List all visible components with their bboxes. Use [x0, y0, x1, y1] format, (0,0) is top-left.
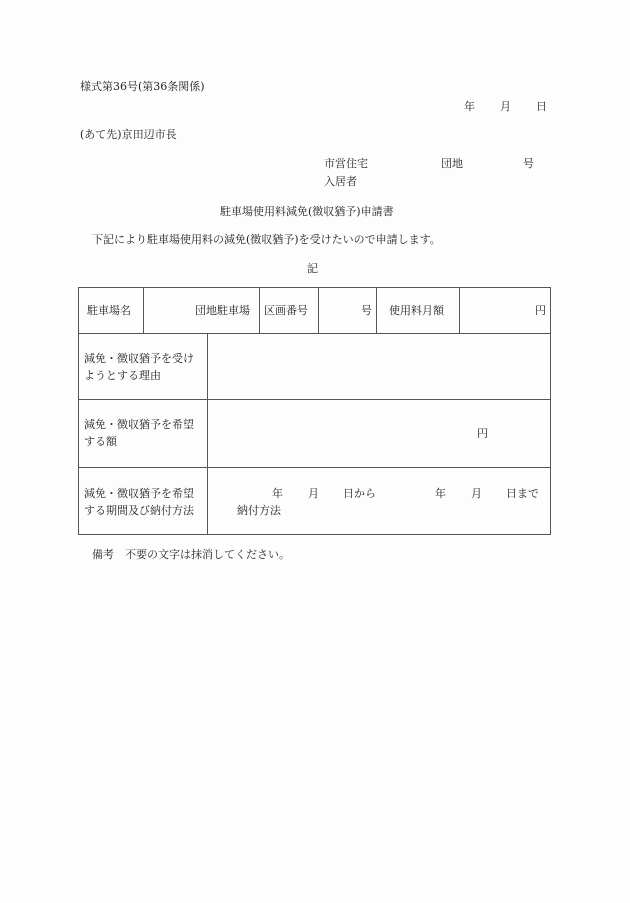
fee-value[interactable]: 円: [535, 304, 546, 317]
row-divider: [79, 399, 550, 400]
from-month[interactable]: 月: [308, 487, 319, 500]
form-number: 様式第36号(第36条関係): [80, 80, 205, 93]
remarks: 備考 不要の文字は抹消してください。: [92, 548, 290, 561]
col-divider: [459, 288, 460, 333]
amount-label-line2: する額: [84, 435, 117, 448]
period-label-line2: する期間及び納付方法: [84, 504, 194, 517]
col-divider: [376, 288, 377, 333]
application-table: [78, 287, 551, 535]
housing-label: 市営住宅: [324, 157, 368, 170]
from-day[interactable]: 日から: [343, 487, 376, 500]
period-label-line1: 減免・徴収猶予を希望: [84, 487, 194, 500]
col-divider: [259, 288, 260, 333]
reason-label-line2: ようとする理由: [84, 369, 161, 382]
danchi-label: 団地: [441, 157, 463, 170]
parking-name-value[interactable]: 団地駐車場: [195, 304, 250, 317]
date-year: 年: [464, 100, 475, 113]
resident-label: 入居者: [324, 175, 357, 188]
amount-label-line1: 減免・徴収猶予を希望: [84, 418, 194, 431]
row-divider: [79, 333, 550, 334]
section-value[interactable]: 号: [361, 304, 372, 317]
reason-label-line1: 減免・徴収猶予を受け: [84, 352, 194, 365]
date-day: 日: [536, 100, 547, 113]
row-divider: [79, 467, 550, 468]
intro-text: 下記により駐車場使用料の減免(徴収猶予)を受けたいので申請します。: [92, 233, 441, 246]
number-label: 号: [523, 157, 534, 170]
section-label: 区画番号: [264, 304, 308, 317]
date-month: 月: [500, 100, 511, 113]
ki-label: 記: [307, 262, 318, 275]
fee-label: 使用料月額: [389, 304, 444, 317]
parking-name-label: 駐車場名: [87, 304, 131, 317]
payment-method-label[interactable]: 納付方法: [237, 504, 281, 517]
from-year[interactable]: 年: [272, 487, 283, 500]
addressee: (あて先)京田辺市長: [80, 128, 177, 141]
amount-value[interactable]: 円: [477, 427, 488, 440]
col-divider: [318, 288, 319, 333]
to-day[interactable]: 日まで: [506, 487, 539, 500]
col-divider: [143, 288, 144, 333]
to-month[interactable]: 月: [471, 487, 482, 500]
to-year[interactable]: 年: [435, 487, 446, 500]
page-title: 駐車場使用料減免(徴収猶予)申請書: [220, 205, 394, 218]
col-divider: [207, 333, 208, 534]
